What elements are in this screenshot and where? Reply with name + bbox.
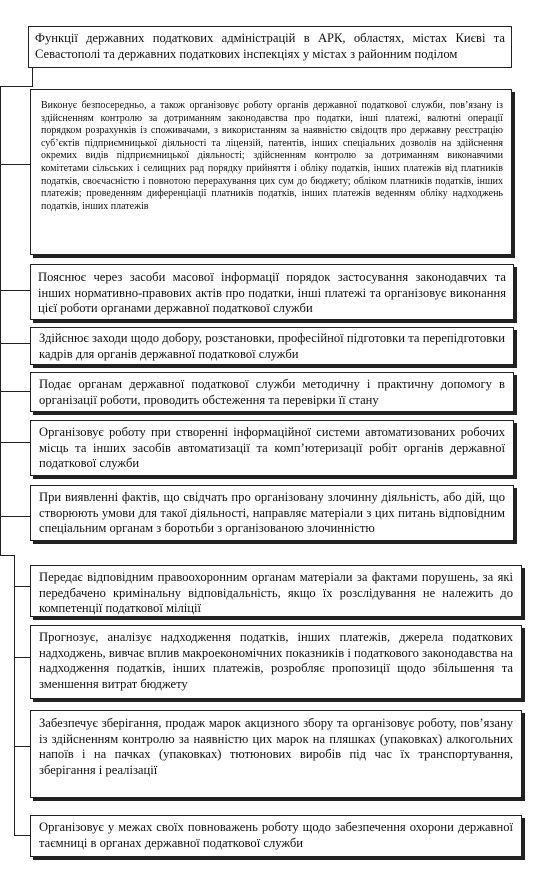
function-box-9	[30, 710, 522, 798]
connector-branch-6	[0, 516, 30, 517]
connector-branch-2	[0, 290, 30, 291]
function-text-8: Прогнозує, аналізує надходження податків, інших платежів, джерела податкових надходжень, вивчає вплив макроекономічних показників і податкового законодавства на надходження податків, інших платежів, розробляє пропозиції щодо збільшення та зменшення витрат бюджету	[39, 630, 513, 691]
connector-branch-5	[0, 442, 30, 443]
function-text-4: Подає органам державної податкової служби методичну і практичну допомогу в організації роботи, проводить обстеження та перевірки її стану	[39, 377, 505, 407]
connector-branch-7	[14, 586, 30, 587]
connector-trunk-bend	[0, 555, 15, 556]
function-box-8	[30, 625, 522, 699]
function-box-1	[30, 89, 512, 255]
function-box-3	[30, 327, 514, 365]
function-box-2	[30, 264, 514, 320]
connector-branch-8	[14, 657, 30, 658]
function-box-7	[30, 565, 522, 617]
function-text-6: При виявленні фактів, що свідчать про організовану злочинну діяльність, або дій, що створюють умови для такої діяльності, направляє матеріали з цих питань відповідним спеціальним органам з боротьби з організованою злочинністю	[39, 490, 505, 536]
connector-title-horizontal	[0, 86, 33, 87]
connector-branch-4	[0, 391, 30, 392]
function-text-1: Виконує безпосередньо, а також організовує роботу органів державної податкової служби, пов’язану із здійсненням контролю за дотриманням законодавства про податки, інші платежі, валютні операції порядком розрахунків із споживачами, з використанням за наявністю свідоцтв про державну реєстрацію суб’єктів підприємницької діяльності та ліцензій, патентів, інших спеціальних дозволів на здійснення окремих видів підприємницької діяльності; здійсненням контролю за дотриманням виконавчими комітетами сільських і селищних рад порядку прийняття і обліку податків, інших платежів від платників податків, своєчасністю і повнотою перерахування цих сум до бюджету; обліком платників податків, інших платежів; проведенням диференціації платників податків, інших платежів веденням обліку надходжень податків, інших платежів	[41, 100, 503, 212]
connector-branch-10	[14, 835, 30, 836]
function-text-3: Здійснює заходи щодо добору, розстановки, професійної підготовки та перепідготовки кадрів для органів державної податкової служби	[39, 331, 505, 361]
function-text-2: Пояснює через засоби масової інформації порядок застосування законодавчих та інших нормативно-правових актів про податки, інші платежі та організовує виконання цієї роботи органами державної податкової служби	[38, 270, 506, 316]
function-text-7: Передає відповідним правоохоронним органам матеріали за фактами порушень, за які передбачено кримінальну відповідальність, якщо їх розслідування не належить до компетенції податкової міліції	[39, 570, 513, 616]
title-box	[28, 26, 512, 68]
function-text-10: Організовує у межах своїх повноважень роботу щодо забезпечення охорони державної таємниці в органах державної податкової служби	[39, 820, 513, 850]
function-box-5	[30, 420, 514, 476]
title-text: Функції державних податкових адміністрацій в АРК, областях, містах Києві та Севастополі та державних податкових інспекціях у містах з районним поділом	[35, 31, 505, 61]
connector-trunk-lower	[14, 555, 15, 836]
connector-branch-1	[0, 164, 30, 165]
connector-trunk-upper	[0, 86, 1, 556]
function-text-5: Організовує роботу при створенні інформаційної системи автоматизованих робочих місць та інших засобів автоматизації та комп’ютеризації робіт органів державної податкової служби	[39, 425, 505, 471]
connector-branch-9	[14, 746, 30, 747]
connector-title-down	[32, 67, 33, 87]
function-box-10	[30, 815, 522, 857]
function-box-4	[30, 372, 514, 412]
connector-branch-3	[0, 343, 30, 344]
function-text-9: Забезпечує зберігання, продаж марок акцизного збору та організовує роботу, пов’язану із здійсненням контролю за наявністю цих марок на пляшках (упаковках) алкогольних напоїв і на пачках (упаковках) тютюнових виробів під час їх транспортування, зберігання і реалізації	[39, 716, 513, 777]
function-box-6	[30, 485, 514, 541]
